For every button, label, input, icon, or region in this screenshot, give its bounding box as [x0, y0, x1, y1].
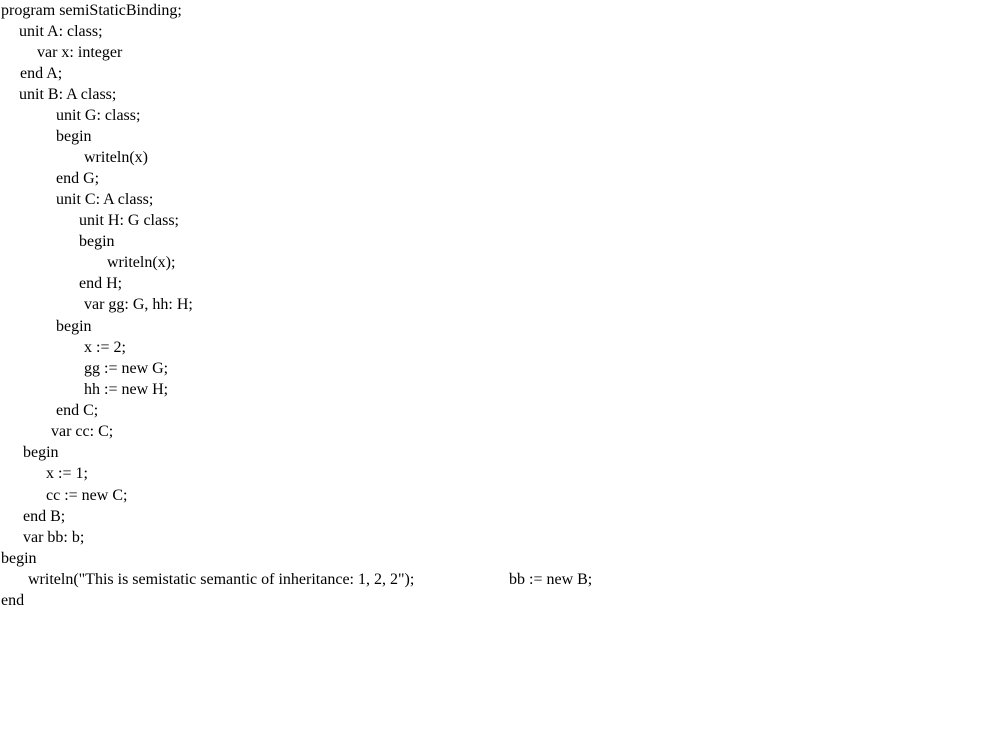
code-line: x := 1; [46, 465, 88, 482]
code-line: program semiStaticBinding; [1, 2, 182, 19]
code-line: x := 2; [84, 339, 126, 356]
code-line: end A; [20, 65, 63, 82]
code-line: begin [79, 233, 115, 250]
code-line: hh := new H; [84, 381, 169, 398]
code-line: begin [56, 318, 92, 335]
code-line: unit G: class; [56, 107, 141, 124]
code-line: begin [23, 444, 59, 461]
code-line: var bb: b; [23, 529, 85, 546]
code-line: begin [56, 128, 92, 145]
code-line: writeln(x) [84, 149, 148, 166]
code-line: unit H: G class; [79, 212, 179, 229]
code-line: end G; [56, 170, 100, 187]
code-line: end H; [79, 275, 123, 292]
code-line: gg := new G; [84, 360, 169, 377]
code-line: end [1, 592, 25, 609]
code-line: writeln(x); [107, 254, 176, 271]
code-line: var gg: G, hh: H; [84, 296, 193, 313]
code-line: end B; [23, 508, 66, 525]
code-line: unit C: A class; [56, 191, 154, 208]
code-line: unit A: class; [19, 23, 103, 40]
code-line: begin [1, 550, 37, 567]
code-line: var cc: C; [51, 423, 114, 440]
code-line: bb := new B; [509, 571, 593, 588]
code-line: writeln("This is semistatic semantic of inheritance: 1, 2, 2"); [28, 571, 415, 588]
code-line: unit B: A class; [19, 86, 117, 103]
code-line: var x: integer [37, 44, 123, 61]
code-line: cc := new C; [46, 487, 128, 504]
code-line: end C; [56, 402, 99, 419]
